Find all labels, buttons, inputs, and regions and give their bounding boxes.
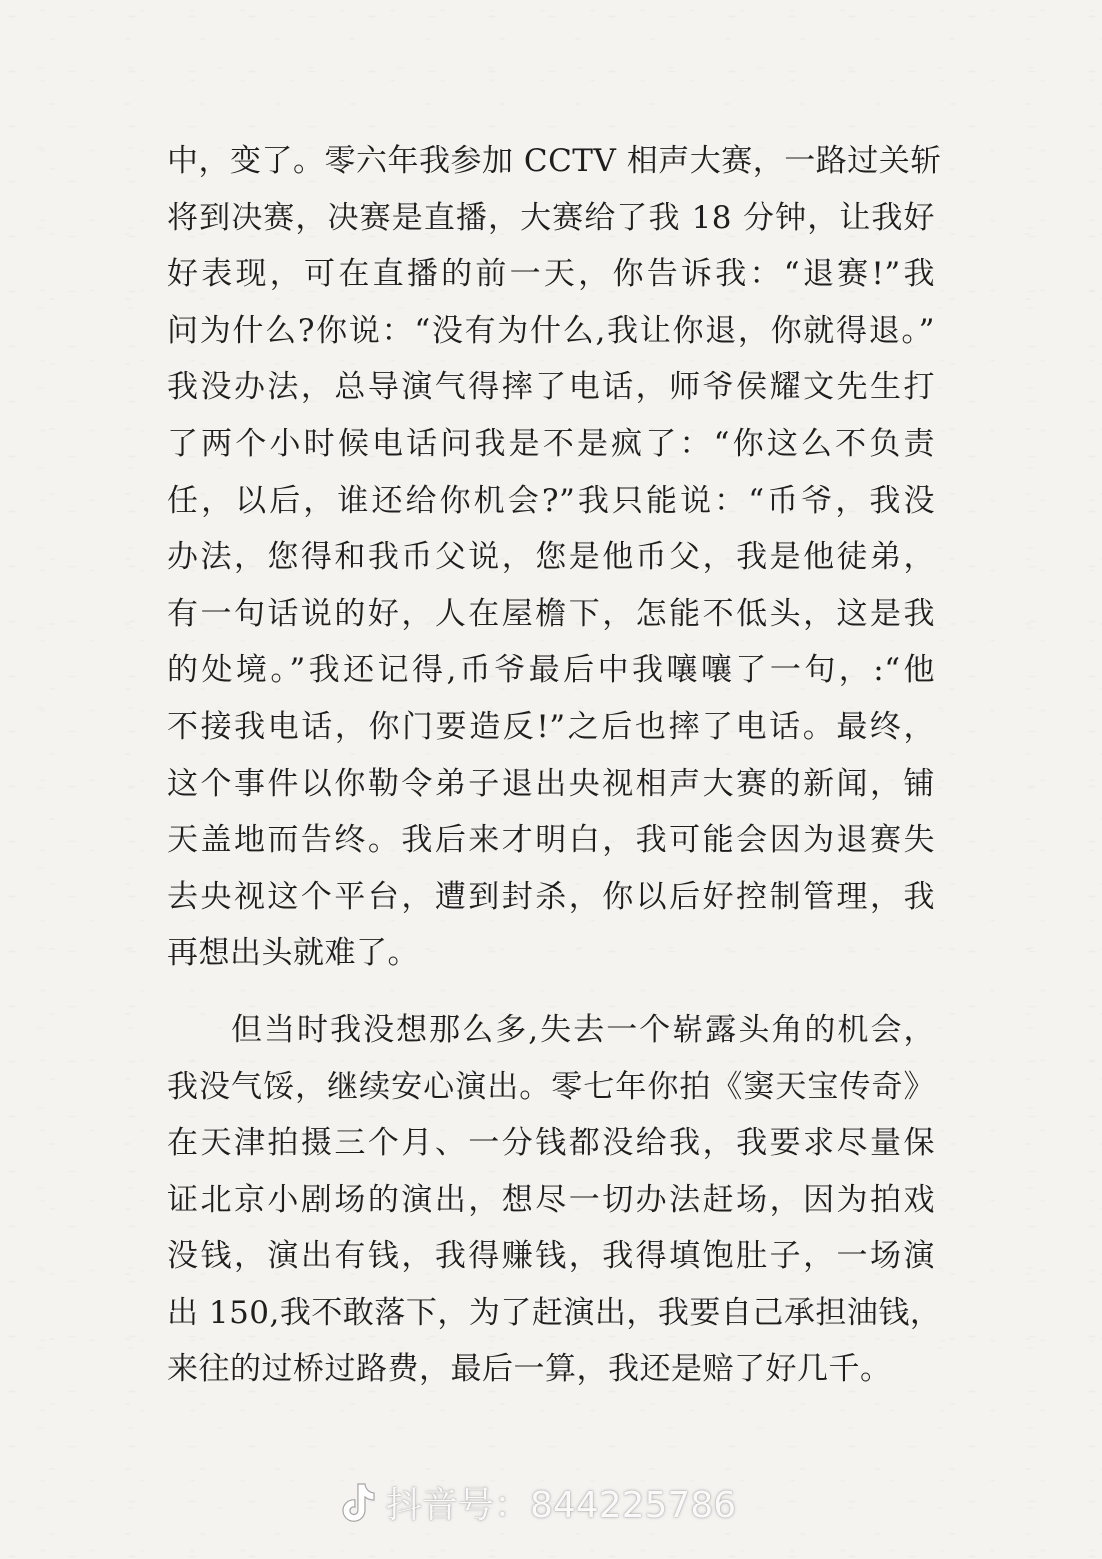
text-line: 没钱，演出有钱，我得赚钱，我得填饱肚子，一场演: [167, 1238, 935, 1275]
text-line: 不接我电话，你门要造反!”之后也摔了电话。最终，: [167, 708, 935, 745]
tiktok-logo-icon: [336, 1480, 376, 1524]
text-line: 的处境。”我还记得,币爷最后中我嚷嚷了一句，:“他: [167, 652, 935, 689]
text-line: 有一句话说的好，人在屋檐下，怎能不低头，这是我: [167, 595, 935, 632]
text-line: 问为什么?你说：“没有为什么,我让你退，你就得退。”: [167, 312, 935, 349]
text-line: 了两个小时候电话问我是不是疯了：“你这么不负责: [167, 425, 935, 462]
text-line: 中，变了。零六年我参加 CCTV 相声大赛，一路过关斩: [167, 143, 942, 179]
watermark-text: 抖音号：844225786: [386, 1484, 737, 1526]
paragraph-1: [167, 133, 942, 982]
text-line: 天盖地而告终。我后来才明白，我可能会因为退赛失: [167, 822, 935, 859]
text-line: 在天津拍摄三个月、一分钱都没给我，我要求尽量保: [167, 1125, 935, 1162]
article-body: [167, 133, 942, 1398]
text-line: 我没办法，总导演气得摔了电话，师爷侯耀文先生打: [167, 369, 935, 406]
text-line: 这个事件以你勒令弟子退出央视相声大赛的新闻，铺: [167, 765, 935, 802]
text-line: 但当时我没想那么多,失去一个崭露头角的机会，: [231, 1011, 935, 1048]
text-line: 我没气馁，继续安心演出。零七年你拍《窦天宝传奇》: [167, 1068, 935, 1105]
watermark: [336, 1474, 736, 1530]
text-line: 任，以后，谁还给你机会?”我只能说：“币爷，我没: [167, 482, 935, 519]
text-line: 办法，您得和我币父说，您是他币父，我是他徒弟，: [167, 539, 935, 576]
text-line: 出 150,我不敢落下，为了赶演出，我要自己承担油钱，: [167, 1294, 942, 1331]
paragraph-2: [167, 1002, 942, 1398]
text-line: 好表现，可在直播的前一天，你告诉我：“退赛!”我: [167, 256, 935, 293]
text-line: 去央视这个平台，遭到封杀，你以后好控制管理，我: [167, 878, 935, 915]
text-line: 将到决赛，决赛是直播，大赛给了我 18 分钟，让我好: [167, 199, 935, 236]
text-line: 再想出头就难了。: [167, 935, 419, 972]
text-line: 来往的过桥过路费，最后一算，我还是赔了好几千。: [167, 1351, 892, 1388]
text-line: 证北京小剧场的演出，想尽一切办法赶场，因为拍戏: [167, 1181, 935, 1218]
